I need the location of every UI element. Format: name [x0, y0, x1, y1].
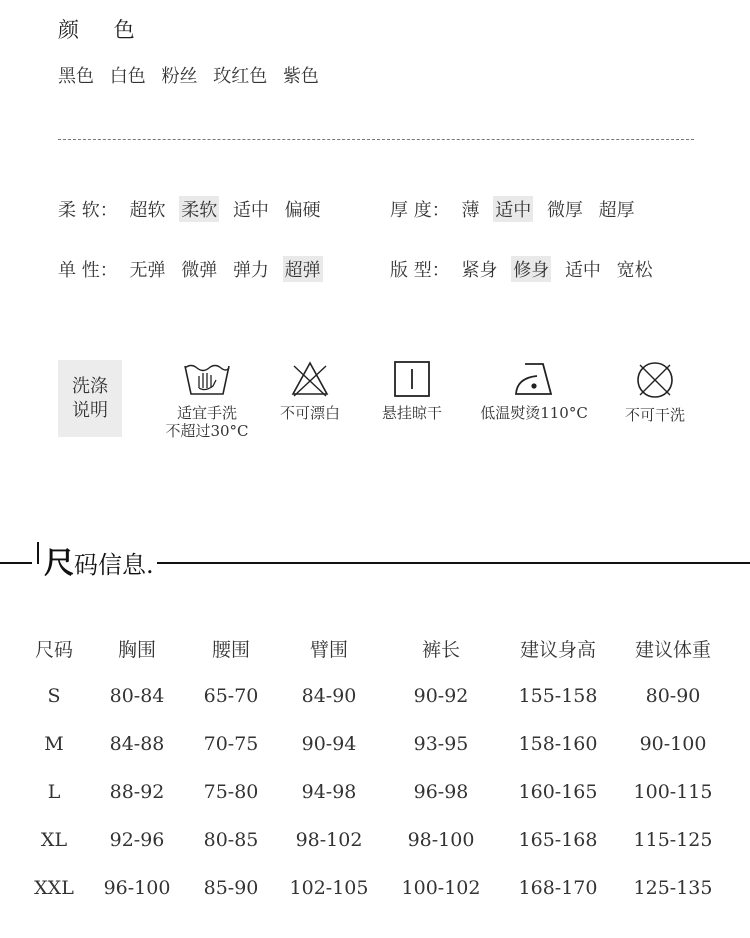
softness-option: 超软 — [129, 200, 166, 221]
thickness-row — [390, 196, 643, 222]
header-cell: 建议体重 — [634, 638, 711, 661]
table-cell: 125-135 — [633, 877, 713, 899]
hand-wash-icon — [183, 360, 231, 398]
elasticity-option: 微弹 — [181, 260, 218, 281]
table-cell: 158-160 — [518, 733, 598, 755]
size-info-heading — [0, 538, 750, 581]
table-cell: XL — [40, 829, 68, 851]
thickness-option: 薄 — [461, 200, 480, 221]
header-cell: 裤长 — [421, 638, 460, 661]
table-row — [14, 768, 736, 816]
table-cell: 115-125 — [633, 829, 713, 851]
color-option: 粉丝 — [161, 66, 198, 87]
table-cell: 160-165 — [518, 781, 598, 803]
table-cell: 90-92 — [413, 685, 469, 707]
table-row — [14, 720, 736, 768]
care-text: 悬挂晾干 — [381, 404, 442, 422]
color-section-title: 颜 色 — [58, 18, 149, 42]
table-cell: L — [47, 781, 61, 803]
thickness-option: 微厚 — [546, 200, 583, 221]
table-cell: 96-98 — [413, 781, 469, 803]
table-row — [14, 816, 736, 864]
no-bleach-icon — [290, 360, 330, 398]
table-cell: M — [44, 733, 64, 755]
fit-option: 适中 — [564, 260, 601, 281]
softness-row — [58, 196, 329, 222]
care-item-no-dry-clean — [595, 360, 715, 424]
color-option: 玫红色 — [213, 66, 268, 87]
table-cell: 80-85 — [203, 829, 259, 851]
table-cell: 155-158 — [518, 685, 598, 707]
fit-option: 宽松 — [616, 260, 653, 281]
wash-instructions-label — [58, 360, 122, 437]
care-text: 适宜手洗 — [176, 404, 237, 422]
table-cell: 98-102 — [295, 829, 363, 851]
softness-option: 柔软 — [179, 196, 219, 222]
table-header-row — [14, 624, 736, 672]
header-cell: 胸围 — [117, 638, 156, 661]
table-cell: 100-102 — [401, 877, 481, 899]
softness-option: 偏硬 — [284, 200, 321, 221]
table-cell: 90-94 — [301, 733, 357, 755]
table-row — [14, 672, 736, 720]
care-text: 不可干洗 — [624, 406, 685, 424]
wash-title-line2: 说明 — [72, 399, 108, 421]
fit-option: 修身 — [511, 256, 551, 282]
table-cell: 92-96 — [109, 829, 165, 851]
heading-bar — [37, 542, 39, 564]
table-cell: 75-80 — [203, 781, 259, 803]
table-cell: 84-88 — [109, 733, 165, 755]
table-cell: 93-95 — [413, 733, 469, 755]
fit-row — [390, 256, 661, 282]
no-dry-clean-icon — [635, 360, 675, 400]
table-cell: 100-115 — [633, 781, 713, 803]
header-cell: 臂围 — [309, 638, 348, 661]
table-cell: 90-100 — [639, 733, 707, 755]
table-cell: 94-98 — [301, 781, 357, 803]
hang-dry-icon — [393, 360, 431, 398]
header-cell: 尺码 — [34, 638, 73, 661]
size-info-title — [44, 538, 154, 582]
table-row — [14, 864, 736, 912]
elasticity-label: 单 性： — [58, 260, 118, 281]
care-text: 低温熨烫110°C — [480, 404, 588, 422]
table-cell: 165-168 — [518, 829, 598, 851]
fit-option: 紧身 — [461, 260, 498, 281]
thickness-option: 超厚 — [598, 200, 635, 221]
fit-label: 版 型： — [390, 260, 450, 281]
care-item-hand-wash — [147, 360, 267, 440]
elasticity-option: 弹力 — [232, 260, 269, 281]
heading-line-right — [157, 562, 750, 564]
table-cell: XXL — [34, 877, 74, 899]
color-option: 白色 — [109, 66, 146, 87]
table-cell: 84-90 — [301, 685, 357, 707]
table-cell: S — [47, 685, 61, 707]
color-list — [58, 62, 329, 88]
care-item-iron — [474, 360, 594, 422]
table-cell: 102-105 — [289, 877, 369, 899]
elasticity-option: 无弹 — [129, 260, 166, 281]
color-option: 黑色 — [58, 66, 94, 87]
table-cell: 96-100 — [103, 877, 171, 899]
size-info-title-rest: 码信息. — [74, 551, 154, 579]
elasticity-row — [58, 256, 329, 282]
wash-title-line1: 洗涤 — [72, 375, 108, 397]
care-text: 不可漂白 — [279, 404, 340, 422]
table-cell: 65-70 — [203, 685, 259, 707]
iron-low-icon — [513, 360, 555, 398]
table-cell: 80-90 — [645, 685, 701, 707]
softness-option: 适中 — [232, 200, 269, 221]
header-cell: 建议身高 — [519, 638, 596, 661]
softness-label: 柔 软： — [58, 200, 118, 221]
color-option: 紫色 — [282, 66, 319, 87]
table-cell: 98-100 — [407, 829, 475, 851]
size-table — [14, 624, 736, 912]
size-info-title-big: 尺 — [44, 546, 74, 581]
header-cell: 腰围 — [211, 638, 250, 661]
elasticity-option: 超弹 — [283, 256, 323, 282]
care-text: 不超过30°C — [165, 422, 249, 440]
care-item-hang-dry — [352, 360, 472, 422]
thickness-label: 厚 度： — [390, 200, 450, 221]
dashed-divider — [58, 139, 694, 140]
heading-line-left — [0, 562, 32, 564]
table-cell: 80-84 — [109, 685, 165, 707]
table-cell: 70-75 — [203, 733, 259, 755]
table-cell: 88-92 — [109, 781, 165, 803]
table-cell: 168-170 — [518, 877, 598, 899]
table-cell: 85-90 — [203, 877, 259, 899]
thickness-option: 适中 — [493, 196, 533, 222]
